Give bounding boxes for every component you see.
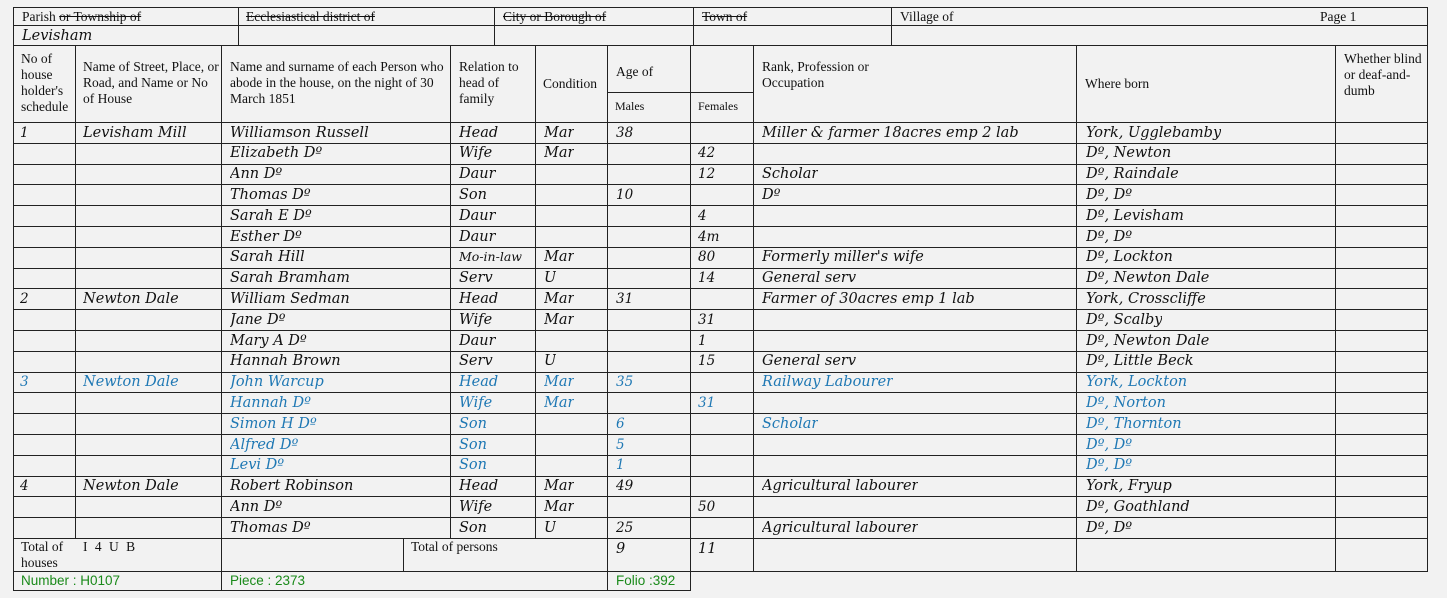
grid-vline: [1335, 538, 1336, 572]
occupation-cell: Formerly miller's wife: [762, 249, 924, 266]
name-cell: Esther Dº: [230, 228, 302, 245]
relation-cell: Son: [459, 519, 488, 536]
total-persons-label: Total of persons: [411, 539, 498, 554]
grid-hline: [13, 184, 1428, 185]
females-cell: 42: [698, 145, 716, 162]
grid-hline: [13, 45, 1428, 46]
grid-vline: [1335, 45, 1336, 539]
grid-hline: [13, 226, 1428, 227]
grid-hline: [13, 309, 1428, 310]
females-cell: 31: [698, 311, 716, 328]
condition-cell: Mar: [544, 394, 575, 411]
schedule-cell: 1: [20, 124, 29, 141]
relation-cell: Son: [459, 415, 488, 432]
grid-hline: [607, 92, 754, 93]
born-cell: York, Crosscliffe: [1086, 290, 1206, 307]
born-cell: Dº, Newton: [1086, 145, 1172, 162]
col-born: Where born: [1085, 76, 1150, 91]
col-relation: Relation to head of family: [459, 59, 519, 106]
street-cell: Newton Dale: [83, 374, 179, 391]
grid-hline: [13, 7, 1428, 8]
occupation-cell: Dº: [762, 186, 781, 203]
grid-vline: [221, 45, 222, 539]
grid-vline: [13, 7, 14, 46]
occupation-cell: Agricultural labourer: [762, 478, 919, 495]
name-cell: Elizabeth Dº: [230, 145, 323, 162]
condition-cell: Mar: [544, 124, 575, 141]
total-males: 9: [616, 541, 626, 557]
col-rank: Rank, Profession or Occupation: [762, 59, 869, 90]
relation-cell: Son: [459, 457, 488, 474]
city-borough-label: City or Borough of: [503, 9, 607, 24]
grid-vline: [891, 7, 892, 46]
born-cell: York, Lockton: [1086, 374, 1188, 391]
condition-cell: Mar: [544, 374, 575, 391]
males-cell: 38: [616, 124, 634, 141]
grid-hline: [13, 351, 1428, 352]
born-cell: York, Fryup: [1086, 478, 1172, 495]
grid-vline: [1076, 45, 1077, 539]
relation-cell: Daur: [459, 332, 496, 349]
grid-hline: [13, 571, 1428, 572]
condition-cell: U: [544, 353, 557, 370]
grid-vline: [13, 538, 14, 572]
grid-hline: [13, 538, 1428, 539]
occupation-cell: Scholar: [762, 166, 819, 183]
grid-hline: [13, 288, 1428, 289]
name-cell: Simon H Dº: [230, 415, 317, 432]
grid-vline: [1427, 538, 1428, 572]
grid-vline: [607, 571, 608, 591]
occupation-cell: Railway Labourer: [762, 374, 894, 391]
grid-vline: [13, 571, 14, 591]
name-cell: Sarah Bramham: [230, 270, 350, 287]
females-cell: 80: [698, 249, 716, 266]
born-cell: Dº, Dº: [1086, 519, 1133, 536]
relation-cell: Serv: [459, 270, 493, 287]
relation-cell: Wife: [459, 145, 493, 162]
condition-cell: U: [544, 519, 557, 536]
name-cell: John Warcup: [230, 374, 324, 391]
born-cell: Dº, Dº: [1086, 228, 1133, 245]
name-cell: Thomas Dº: [230, 186, 311, 203]
grid-hline: [13, 330, 1428, 331]
footer-folio: Folio :392: [616, 573, 676, 588]
col-males: Males: [615, 99, 645, 113]
grid-vline: [690, 45, 691, 539]
occupation-cell: Agricultural labourer: [762, 519, 919, 536]
grid-hline: [13, 25, 1428, 26]
females-cell: 14: [698, 270, 716, 287]
condition-cell: Mar: [544, 311, 575, 328]
relation-cell: Wife: [459, 311, 493, 328]
col-name: Name and surname of each Person who abode in the house, on the night of 30 March 1851: [230, 59, 444, 106]
relation-cell: Wife: [459, 394, 493, 411]
col-females: Females: [698, 99, 738, 113]
occupation-cell: Farmer of 30acres emp 1 lab: [762, 290, 975, 307]
name-cell: Hannah Dº: [230, 394, 312, 411]
born-cell: Dº, Little Beck: [1086, 353, 1194, 370]
name-cell: Jane Dº: [230, 311, 286, 328]
grid-vline: [535, 45, 536, 539]
street-cell: Newton Dale: [83, 478, 179, 495]
born-cell: Dº, Dº: [1086, 436, 1133, 453]
grid-vline: [221, 571, 222, 591]
females-cell: 15: [698, 353, 716, 370]
born-cell: Dº, Levisham: [1086, 207, 1184, 224]
males-cell: 25: [616, 519, 634, 536]
grid-vline: [238, 7, 239, 46]
grid-vline: [753, 45, 754, 539]
grid-vline: [1427, 45, 1428, 539]
born-cell: Dº, Newton Dale: [1086, 270, 1210, 287]
grid-vline: [690, 571, 691, 591]
females-cell: 4: [698, 207, 707, 224]
grid-vline: [753, 538, 754, 572]
grid-hline: [13, 590, 691, 591]
males-cell: 31: [616, 290, 634, 307]
females-cell: 4m: [698, 228, 720, 245]
relation-cell: Head: [459, 124, 499, 141]
name-cell: Robert Robinson: [230, 478, 354, 495]
name-cell: Williamson Russell: [230, 124, 369, 141]
street-cell: Newton Dale: [83, 290, 179, 307]
born-cell: Dº, Dº: [1086, 186, 1133, 203]
males-cell: 1: [616, 457, 625, 474]
col-blind: Whether blind or deaf-and-dumb: [1344, 51, 1422, 98]
relation-cell: Head: [459, 478, 499, 495]
total-houses-value: I 4 U B: [83, 539, 138, 554]
name-cell: Sarah Hill: [230, 249, 305, 266]
name-cell: Levi Dº: [230, 457, 285, 474]
condition-cell: Mar: [544, 145, 575, 162]
relation-cell: Daur: [459, 228, 496, 245]
condition-cell: Mar: [544, 290, 575, 307]
grid-vline: [693, 7, 694, 46]
grid-hline: [13, 247, 1428, 248]
grid-hline: [13, 143, 1428, 144]
col-condition: Condition: [543, 76, 598, 91]
grid-vline: [450, 45, 451, 539]
grid-vline: [1076, 538, 1077, 572]
grid-vline: [221, 538, 222, 572]
relation-cell: Son: [459, 436, 488, 453]
schedule-cell: 4: [20, 478, 29, 495]
ecclesiastical-district-label: Ecclesiastical district of: [246, 9, 375, 24]
born-cell: Dº, Norton: [1086, 394, 1166, 411]
relation-cell: Son: [459, 186, 488, 203]
born-cell: Dº, Scalby: [1086, 311, 1163, 328]
grid-vline: [403, 538, 404, 572]
grid-hline: [13, 164, 1428, 165]
name-cell: Hannah Brown: [230, 353, 341, 370]
relation-cell: Wife: [459, 498, 493, 515]
males-cell: 49: [616, 478, 634, 495]
grid-hline: [13, 268, 1428, 269]
parish-label: Parish or Township of: [22, 9, 142, 24]
village-label: Village of: [900, 9, 954, 24]
grid-vline: [13, 45, 14, 539]
grid-hline: [13, 476, 1428, 477]
total-houses-label: Total of houses: [21, 539, 64, 570]
schedule-cell: 3: [20, 374, 29, 391]
name-cell: Sarah E Dº: [230, 207, 312, 224]
relation-cell: Daur: [459, 166, 496, 183]
females-cell: 1: [698, 332, 707, 349]
grid-vline: [607, 45, 608, 539]
occupation-cell: Scholar: [762, 415, 819, 432]
name-cell: William Sedman: [230, 290, 350, 307]
street-cell: Levisham Mill: [83, 124, 187, 141]
relation-cell: Head: [459, 374, 499, 391]
col-schedule: No of house holder's schedule: [21, 51, 69, 114]
name-cell: Ann Dº: [230, 166, 283, 183]
females-cell: 31: [698, 394, 716, 411]
name-cell: Thomas Dº: [230, 519, 311, 536]
condition-cell: Mar: [544, 478, 575, 495]
parish-value: Levisham: [22, 28, 93, 44]
born-cell: Dº, Lockton: [1086, 249, 1173, 266]
page-number: Page 1: [1320, 9, 1357, 24]
total-females: 11: [698, 541, 717, 557]
footer-number: Number : H0107: [21, 573, 121, 588]
relation-cell: Head: [459, 290, 499, 307]
males-cell: 35: [616, 374, 634, 391]
grid-vline: [607, 538, 608, 572]
condition-cell: Mar: [544, 249, 575, 266]
name-cell: Ann Dº: [230, 498, 283, 515]
males-cell: 10: [616, 186, 634, 203]
grid-vline: [75, 45, 76, 539]
born-cell: Dº, Goathland: [1086, 498, 1190, 515]
born-cell: Dº, Raindale: [1086, 166, 1179, 183]
schedule-cell: 2: [20, 290, 29, 307]
relation-cell: Serv: [459, 353, 493, 370]
name-cell: Mary A Dº: [230, 332, 307, 349]
females-cell: 50: [698, 498, 716, 515]
grid-hline: [13, 517, 1428, 518]
grid-vline: [494, 7, 495, 46]
condition-cell: U: [544, 270, 557, 287]
condition-cell: Mar: [544, 498, 575, 515]
occupation-cell: Miller & farmer 18acres emp 2 lab: [762, 124, 1019, 141]
males-cell: 5: [616, 436, 625, 453]
females-cell: 12: [698, 166, 716, 183]
grid-hline: [13, 372, 1428, 373]
grid-hline: [13, 392, 1428, 393]
grid-hline: [13, 413, 1428, 414]
relation-cell: Daur: [459, 207, 496, 224]
born-cell: York, Ugglebamby: [1086, 124, 1222, 141]
males-cell: 6: [616, 415, 625, 432]
grid-hline: [13, 205, 1428, 206]
born-cell: Dº, Thornton: [1086, 415, 1182, 432]
name-cell: Alfred Dº: [230, 436, 299, 453]
grid-hline: [13, 455, 1428, 456]
grid-hline: [13, 496, 1428, 497]
col-street: Name of Street, Place, or Road, and Name or No of House: [83, 59, 219, 106]
grid-hline: [13, 434, 1428, 435]
born-cell: Dº, Newton Dale: [1086, 332, 1210, 349]
grid-hline: [13, 122, 1428, 123]
grid-vline: [1427, 7, 1428, 46]
relation-cell: Mo-in-law: [459, 249, 522, 265]
born-cell: Dº, Dº: [1086, 457, 1133, 474]
footer-piece: Piece : 2373: [230, 573, 306, 588]
grid-vline: [690, 538, 691, 572]
occupation-cell: General serv: [762, 353, 857, 370]
occupation-cell: General serv: [762, 270, 857, 287]
col-age-of: Age of: [616, 64, 654, 79]
town-label: Town of: [702, 9, 748, 24]
